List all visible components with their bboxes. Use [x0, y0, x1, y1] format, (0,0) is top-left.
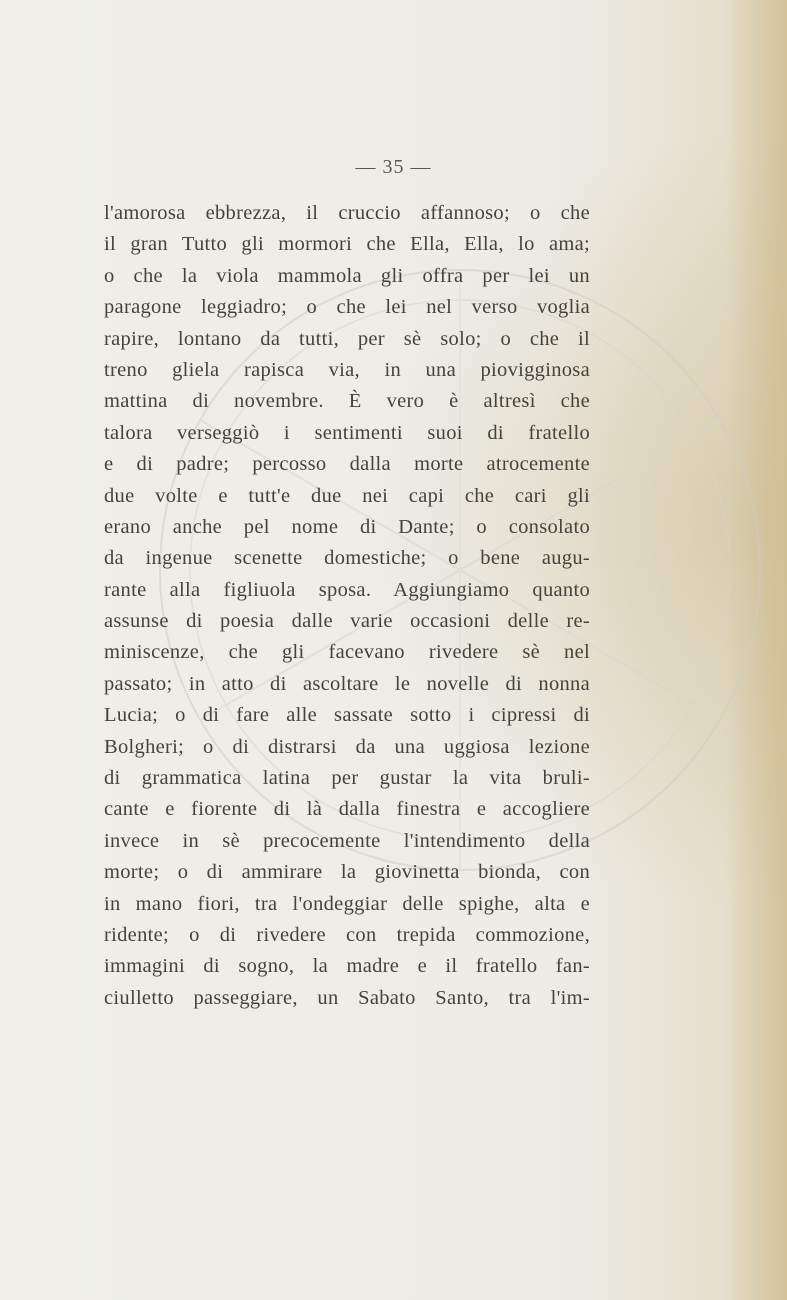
text-line: due volte e tutt'e due nei capi che cari gli: [104, 484, 590, 507]
text-line: invece in sè precocemente l'intendimento della: [104, 829, 590, 852]
text-line: cante e fiorente di là dalla finestra e accogliere: [104, 798, 590, 821]
text-line: rante alla figliuola sposa. Aggiungiamo quanto: [104, 578, 590, 601]
text-line: assunse di poesia dalle varie occasioni delle re-: [104, 610, 590, 633]
text-line: Lucia; o di fare alle sassate sotto i cipressi di: [104, 704, 590, 727]
text-line: il gran Tutto gli mormori che Ella, Ella, lo ama;: [104, 233, 590, 256]
text-line: miniscenze, che gli facevano rivedere sè nel: [104, 641, 590, 664]
text-line: e di padre; percosso dalla morte atrocemente: [104, 453, 590, 476]
text-line: erano anche pel nome di Dante; o consolato: [104, 515, 590, 538]
text-line: talora verseggiò i sentimenti suoi di fratello: [104, 421, 590, 444]
text-line: paragone leggiadro; o che lei nel verso voglia: [104, 296, 590, 319]
text-line: passato; in atto di ascoltare le novelle di nonna: [104, 672, 590, 695]
text-line: rapire, lontano da tutti, per sè solo; o che il: [104, 327, 590, 350]
page-number: — 35 —: [355, 156, 432, 178]
text-line: di grammatica latina per gustar la vita bruli-: [104, 767, 590, 790]
text-line: treno gliela rapisca via, in una piovigginosa: [104, 358, 590, 381]
body-text: [104, 198, 590, 1014]
text-line: da ingenue scenette domestiche; o bene augu-: [104, 547, 590, 570]
text-line: Bolgheri; o di distrarsi da una uggiosa lezione: [104, 735, 590, 758]
text-line: ridente; o di rivedere con trepida commozione,: [104, 923, 590, 946]
text-line: morte; o di ammirare la giovinetta bionda, con: [104, 861, 590, 884]
text-line: immagini di sogno, la madre e il fratello fan-: [104, 955, 590, 978]
text-line: o che la viola mammola gli offra per lei un: [104, 264, 590, 287]
text-line: in mano fiori, tra l'ondeggiar delle spighe, alta e: [104, 892, 590, 915]
text-line: ciulletto passeggiare, un Sabato Santo, tra l'im-: [104, 986, 590, 1009]
text-line: l'amorosa ebbrezza, il cruccio affannoso; o che: [104, 202, 590, 224]
text-line: mattina di novembre. È vero è altresì che: [104, 390, 590, 413]
